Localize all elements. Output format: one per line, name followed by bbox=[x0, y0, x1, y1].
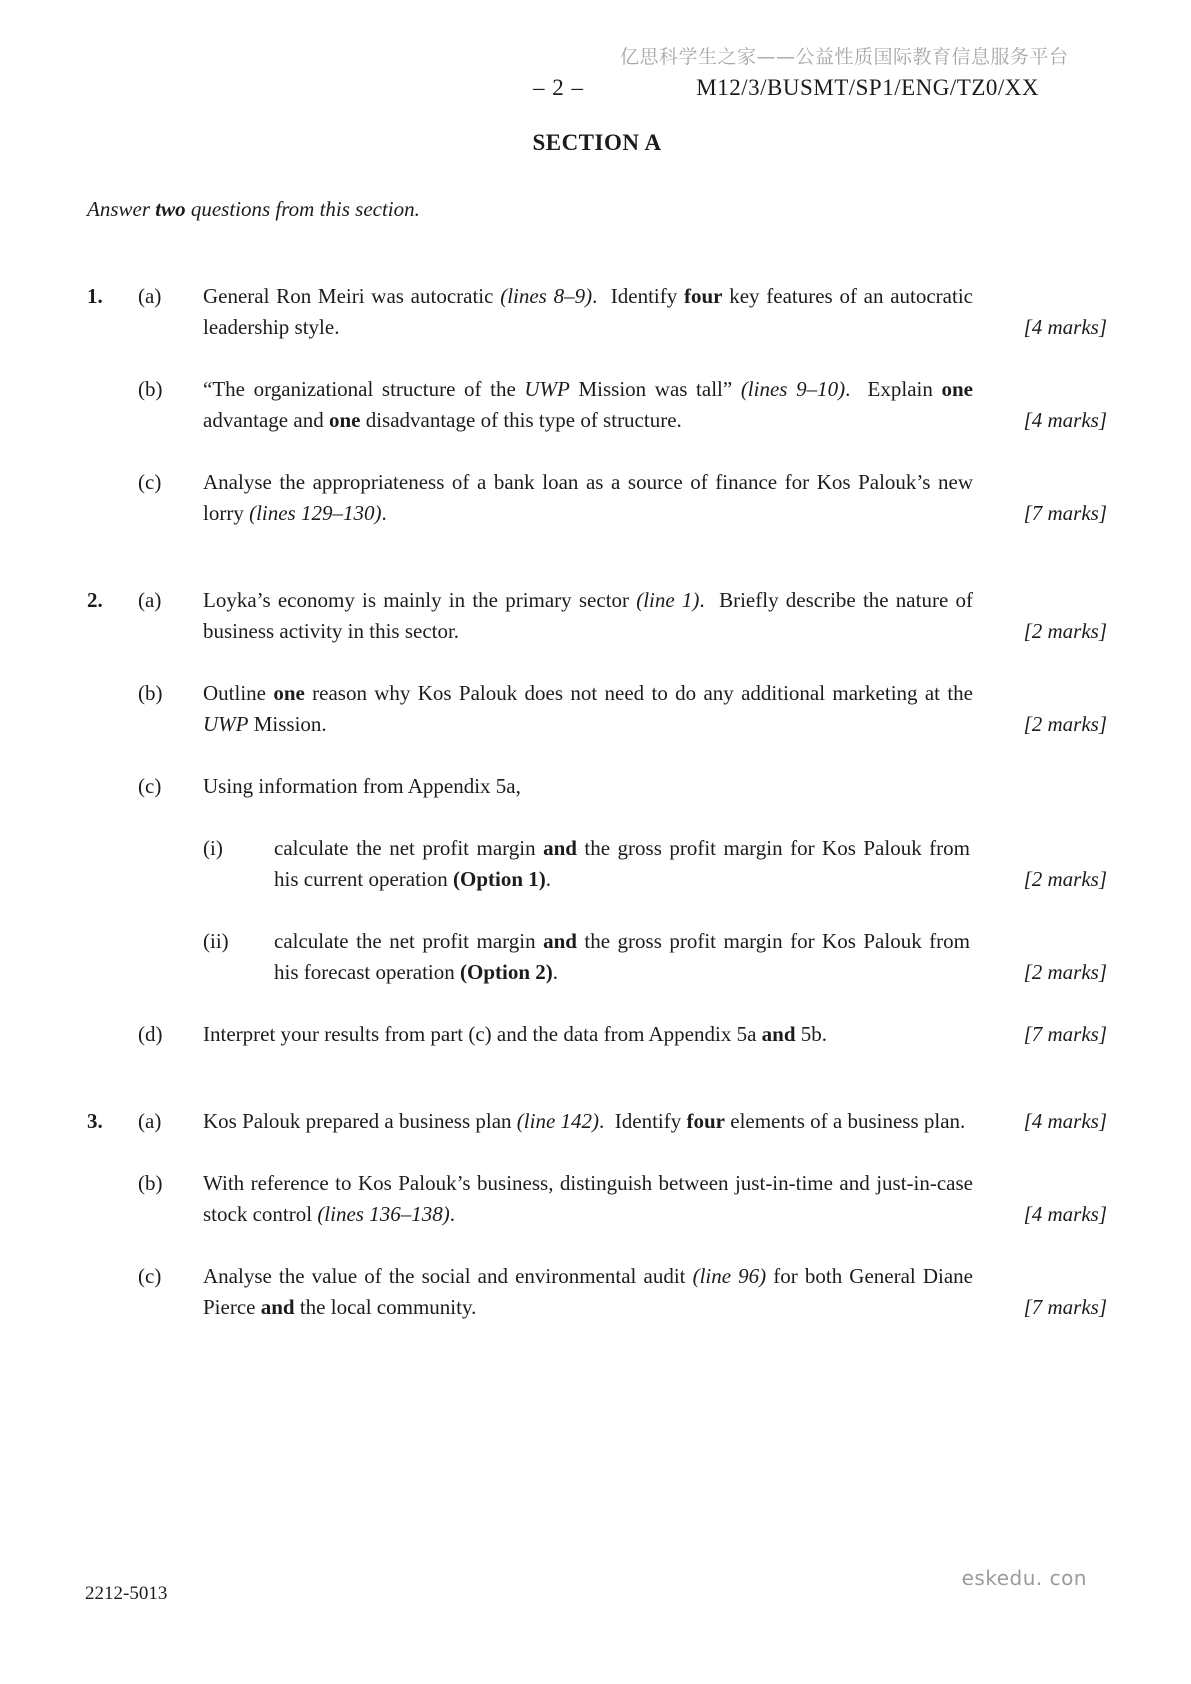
question-number: 1. bbox=[87, 284, 103, 308]
text-segment: (Option 1) bbox=[453, 867, 546, 891]
part-text bbox=[203, 678, 973, 740]
question-3 bbox=[87, 1106, 1107, 1323]
question-1-part-c bbox=[87, 467, 1107, 529]
question-2-part-b bbox=[87, 678, 1107, 740]
part-text bbox=[203, 467, 973, 529]
text-segment: Using information from Appendix 5a, bbox=[203, 774, 521, 798]
subpart-label: (ii) bbox=[203, 929, 229, 953]
text-segment: UWP bbox=[203, 712, 249, 736]
part-label: (c) bbox=[138, 774, 162, 798]
marks-label: [2 marks] bbox=[1023, 712, 1107, 736]
question-number: 2. bbox=[87, 588, 103, 612]
text-segment: the local community. bbox=[294, 1295, 477, 1319]
question-number: 3. bbox=[87, 1109, 103, 1133]
part-text bbox=[203, 771, 973, 802]
text-segment: 5b. bbox=[795, 1022, 828, 1046]
text-segment: . bbox=[545, 867, 552, 891]
marks-label: [4 marks] bbox=[1023, 408, 1107, 432]
text-segment: four bbox=[686, 1109, 725, 1133]
text-segment: UWP bbox=[524, 377, 570, 401]
text-segment: advantage and bbox=[203, 408, 329, 432]
text-segment: Loyka’s economy is mainly in the primary sector bbox=[203, 588, 637, 612]
text-segment: Answer bbox=[87, 197, 156, 221]
text-segment: (Option 2) bbox=[460, 960, 553, 984]
subpart-text bbox=[274, 833, 970, 895]
part-text bbox=[203, 281, 973, 343]
text-segment: calculate the net profit margin bbox=[274, 929, 544, 953]
question-2-part-c-i bbox=[87, 833, 1107, 895]
part-text bbox=[203, 1261, 973, 1323]
text-segment: questions from this section. bbox=[185, 197, 420, 221]
text-segment: General Ron Meiri was autocratic bbox=[203, 284, 501, 308]
section-instruction bbox=[87, 194, 1107, 225]
text-segment: one bbox=[941, 377, 973, 401]
text-segment: Outline bbox=[203, 681, 274, 705]
text-segment: reason why Kos Palouk does not need to do any additional marketing at the bbox=[304, 681, 973, 705]
text-segment: (lines 9–10) bbox=[740, 377, 846, 401]
text-segment: . bbox=[449, 1202, 455, 1226]
part-text bbox=[203, 1106, 973, 1137]
question-3-part-c bbox=[87, 1261, 1107, 1323]
text-segment: disadvantage of this type of structure. bbox=[360, 408, 682, 432]
footer-paper-code: 2212-5013 bbox=[85, 1583, 168, 1604]
question-3-part-b bbox=[87, 1168, 1107, 1230]
text-segment: . Briefly describe the nature of business activity in this sector. bbox=[203, 588, 973, 643]
part-label: (b) bbox=[138, 377, 163, 401]
header-watermark: 亿思科学生之家——公益性质国际教育信息服务平台 bbox=[620, 46, 1069, 68]
part-label: (a) bbox=[138, 1109, 162, 1133]
part-text bbox=[203, 374, 973, 436]
part-text bbox=[203, 1019, 973, 1050]
text-segment: “The organizational structure of the bbox=[203, 377, 525, 401]
question-2-part-c bbox=[87, 771, 1107, 802]
text-segment: (lines 136–138) bbox=[317, 1202, 450, 1226]
section-title: SECTION A bbox=[532, 130, 662, 155]
part-label: (b) bbox=[138, 681, 163, 705]
marks-label: [7 marks] bbox=[1023, 1022, 1107, 1046]
part-label: (c) bbox=[138, 470, 162, 494]
part-label: (a) bbox=[138, 588, 162, 612]
text-segment: one bbox=[273, 681, 305, 705]
subpart-text bbox=[274, 926, 970, 988]
page-content bbox=[87, 127, 1107, 1323]
question-1-part-b bbox=[87, 374, 1107, 436]
text-segment: Analyse the value of the social and environmental audit bbox=[203, 1264, 693, 1288]
text-segment: . bbox=[381, 501, 387, 525]
part-text bbox=[203, 585, 973, 647]
marks-label: [7 marks] bbox=[1023, 501, 1107, 525]
part-label: (d) bbox=[138, 1022, 163, 1046]
marks-label: [2 marks] bbox=[1023, 960, 1107, 984]
text-segment: . Identify bbox=[592, 284, 684, 308]
text-segment: Mission was tall” bbox=[569, 377, 741, 401]
text-segment: (line 96) bbox=[692, 1264, 767, 1288]
question-2-part-a bbox=[87, 585, 1107, 647]
text-segment: and bbox=[260, 1295, 295, 1319]
marks-label: [4 marks] bbox=[1023, 315, 1107, 339]
text-segment: key features of an autocratic leadership style. bbox=[203, 284, 973, 339]
part-text bbox=[203, 1168, 973, 1230]
text-segment: two bbox=[155, 197, 186, 221]
text-segment: . Identify bbox=[599, 1109, 687, 1133]
text-segment: and bbox=[761, 1022, 796, 1046]
question-2-part-d bbox=[87, 1019, 1107, 1050]
footer-watermark: eskedu. con bbox=[961, 1566, 1087, 1590]
text-segment: and bbox=[543, 836, 577, 860]
text-segment: . Explain bbox=[845, 377, 942, 401]
text-segment: (line 142) bbox=[516, 1109, 600, 1133]
text-segment: Kos Palouk prepared a business plan bbox=[203, 1109, 517, 1133]
question-2-part-c-ii bbox=[87, 926, 1107, 988]
text-segment: . bbox=[552, 960, 559, 984]
page-number: – 2 – bbox=[533, 75, 584, 100]
text-segment: (lines 8–9) bbox=[500, 284, 593, 308]
text-segment: the gross profit margin for Kos Palouk from his forecast operation bbox=[274, 929, 970, 984]
text-segment: (lines 129–130) bbox=[249, 501, 382, 525]
question-1-part-a bbox=[87, 281, 1107, 343]
marks-label: [4 marks] bbox=[1023, 1109, 1107, 1133]
marks-label: [2 marks] bbox=[1023, 619, 1107, 643]
text-segment: calculate the net profit margin bbox=[274, 836, 544, 860]
text-segment: Interpret your results from part (c) and the data from Appendix 5a bbox=[203, 1022, 762, 1046]
marks-label: [2 marks] bbox=[1023, 867, 1107, 891]
marks-label: [4 marks] bbox=[1023, 1202, 1107, 1226]
text-segment: the gross profit margin for Kos Palouk from his current operation bbox=[274, 836, 970, 891]
text-segment: Mission. bbox=[248, 712, 327, 736]
part-label: (b) bbox=[138, 1171, 163, 1195]
question-3-part-a bbox=[87, 1106, 1107, 1137]
exam-code: M12/3/BUSMT/SP1/ENG/TZ0/XX bbox=[696, 75, 1039, 100]
text-segment: (line 1) bbox=[636, 588, 700, 612]
part-label: (c) bbox=[138, 1264, 162, 1288]
subpart-label: (i) bbox=[203, 836, 223, 860]
text-segment: one bbox=[328, 408, 361, 432]
marks-label: [7 marks] bbox=[1023, 1295, 1107, 1319]
text-segment: Analyse the appropriateness of a bank loan as a source of finance for Kos Palouk’s new lorry bbox=[203, 470, 973, 525]
question-2 bbox=[87, 585, 1107, 1050]
text-segment: and bbox=[543, 929, 577, 953]
text-segment: four bbox=[683, 284, 723, 308]
text-segment: for both General Diane Pierce bbox=[203, 1264, 973, 1319]
text-segment: elements of a business plan. bbox=[725, 1109, 966, 1133]
text-segment: With reference to Kos Palouk’s business, distinguish between just-in-time and just-in-case stock control bbox=[203, 1171, 973, 1226]
question-1 bbox=[87, 281, 1107, 529]
part-label: (a) bbox=[138, 284, 162, 308]
